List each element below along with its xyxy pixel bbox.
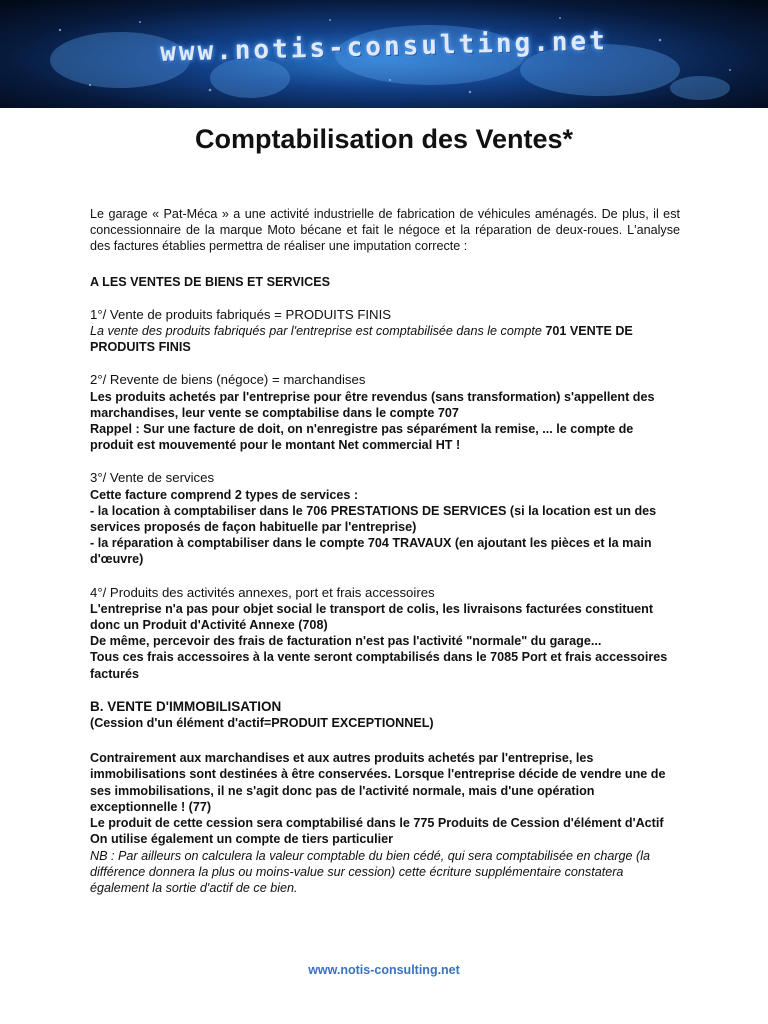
s3-title: 3°/ Vente de services xyxy=(90,470,215,486)
s2-rappel: Rappel : Sur une facture de doit, on n'enregistre pas séparément la remise, ... le compte de produit est mouvementé pour le montant Net commercial HT ! xyxy=(90,422,634,453)
section-b-nb: NB : Par ailleurs on calculera la valeur comptable du bien cédé, qui sera comptabilisée en charge (la différence donnera la plus ou moins-value sur cession) cette écriture supplémentaire constatera également la sortie d'actif de ce bien. xyxy=(90,848,651,895)
banner-url-text: www.notis-consulting.net xyxy=(159,26,609,68)
page-title: Comptabilisation des Ventes* xyxy=(194,124,574,154)
s2-title: 2°/ Revente de biens (négoce) = marchandises xyxy=(90,372,366,388)
footer-link[interactable]: www.notis-consulting.net xyxy=(308,963,460,977)
header-banner xyxy=(0,0,768,108)
s4-line2: De même, percevoir des frais de facturation n'est pas l'activité "normale" du garage... xyxy=(90,634,602,649)
s3-item-reparation: - la réparation à comptabiliser dans le compte 704 TRAVAUX (en ajoutant les pièces et la main d'œuvre) xyxy=(90,536,652,567)
section-a-heading: A LES VENTES DE BIENS ET SERVICES xyxy=(90,274,331,289)
s1-title: 1°/ Vente de produits fabriqués = PRODUITS FINIS xyxy=(90,306,392,322)
s4-line1: L'entreprise n'a pas pour objet social le transport de colis, les livraisons facturées constituent donc un Produit d'Activité Annexe (708) xyxy=(90,601,654,633)
s1-text: La vente des produits fabriqués par l'entreprise est comptabilisée dans le compte xyxy=(90,324,542,339)
document-body xyxy=(90,206,680,896)
s3-intro: Cette facture comprend 2 types de services : xyxy=(90,487,359,502)
s1-paragraph xyxy=(90,323,680,355)
s4-title: 4°/ Produits des activités annexes, port et frais accessoires xyxy=(90,584,435,600)
section-b-para3: On utilise également un compte de tiers particulier xyxy=(90,832,394,847)
s1-account: 701 VENTE DE PRODUITS FINIS xyxy=(90,324,633,355)
section-b-heading: B. VENTE D'IMMOBILISATION xyxy=(90,698,282,714)
section-b-para1: Contrairement aux marchandises et aux autres produits achetés par l'entreprise, les immobilisations sont destinées à être conservées. Lorsque l'entreprise décide de vendre une de ses immobilisations, il ne s'agit donc pas de l'activité normale, mais d'une opération exceptionnelle ! (77) xyxy=(90,751,666,814)
s3-item-location: - la location à comptabiliser dans le 706 PRESTATIONS DE SERVICES (si la location est un des services proposés de façon habituelle par l'entreprise) xyxy=(90,503,657,535)
s2-text: Les produits achetés par l'entreprise pour être revendus (sans transformation) s'appellent des marchandises, leur vente se comptabilise dans le compte 707 xyxy=(90,389,655,420)
intro-paragraph: Le garage « Pat-Méca » a une activité industrielle de fabrication de véhicules aménagés. De plus, il est concessionnaire de la marque Moto bécane et fait le négoce et la réparation de deux-roues. L'analyse des factures établies permettra de réaliser une imputation correcte : xyxy=(90,207,680,254)
section-b-subheading: (Cession d'un élément d'actif=PRODUIT EXCEPTIONNEL) xyxy=(90,716,434,731)
section-b-para2: Le produit de cette cession sera comptabilisé dans le 775 Produits de Cession d'élément d'Actif xyxy=(90,816,664,831)
s4-line3: Tous ces frais accessoires à la vente seront comptabilisés dans le 7085 Port et frais accessoires facturés xyxy=(90,650,668,681)
